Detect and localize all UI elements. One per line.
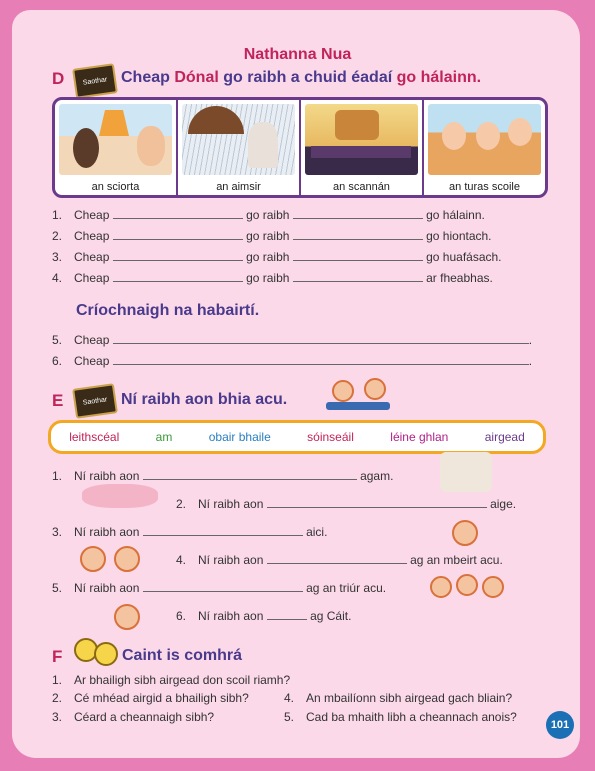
answer-blank[interactable] [113, 260, 243, 261]
child-image [442, 122, 466, 150]
section-f-heading: Caint is comhrá [122, 647, 243, 664]
answer-blank[interactable] [267, 507, 487, 508]
bees-talking-icon [72, 632, 118, 668]
answer-blank[interactable] [293, 281, 423, 282]
answer-blank[interactable] [143, 535, 303, 536]
word-bank-item: sóinseáil [307, 430, 354, 444]
man-image [248, 122, 278, 168]
section-e-letter: E [52, 391, 64, 410]
question-line: 4. An mbailíonn sibh airgead gach bliain? [284, 691, 513, 705]
question-line: 5. Cad ba mhaith libh a cheannach anois? [284, 710, 517, 724]
weather-scene-image [182, 104, 295, 175]
audience-image [311, 146, 411, 158]
exercise-line: 3. Ní raibh aon aici. [52, 525, 328, 539]
answer-blank[interactable] [267, 563, 407, 564]
word-bank-item: léine ghlan [390, 430, 449, 444]
word-bank-item: airgead [484, 430, 525, 444]
answer-blank[interactable] [113, 218, 243, 219]
picture-caption: an sciorta [91, 181, 140, 193]
trip-scene-image [428, 104, 541, 175]
exercise-line: 6. Cheap . [52, 354, 533, 368]
question-line: 2. Cé mhéad airgid a bhailigh sibh? [52, 691, 249, 705]
page-number: 101 [546, 711, 574, 739]
boy-image [137, 126, 165, 166]
answer-blank[interactable] [113, 281, 243, 282]
section-f-letter: F [52, 647, 63, 666]
question-line: 1. Ar bhailigh sibh airgead don scoil riamh? [52, 673, 291, 687]
picture-caption: an scannán [333, 181, 390, 193]
question-line: 3. Céard a cheannaigh sibh? [52, 710, 215, 724]
exercise-line: 5. Cheap . [52, 333, 533, 347]
word-bank-item: leithscéal [69, 430, 120, 444]
answer-blank[interactable] [113, 343, 529, 344]
answer-blank[interactable] [267, 619, 307, 620]
exercise-line: 2. Cheap go raibh go hiontach. [52, 229, 492, 243]
word-bank-item: am [155, 430, 173, 444]
cowboy-image [335, 110, 379, 140]
umbrella-image [188, 106, 244, 134]
girl-with-coins-image [104, 600, 148, 634]
picture-caption: an aimsir [216, 181, 261, 193]
girl-image [73, 128, 99, 168]
children-eating-image [326, 378, 390, 412]
picture-strip [52, 97, 548, 198]
child-image [476, 122, 500, 150]
answer-blank[interactable] [113, 239, 243, 240]
exercise-line: 5. Ní raibh aon ag an triúr acu. [52, 581, 387, 595]
word-bank-item: obair bhaile [208, 430, 271, 444]
exercise-line: 2. Ní raibh aon aige. [176, 497, 517, 511]
picture-school-trip [424, 100, 545, 195]
answer-blank[interactable] [113, 364, 529, 365]
hammock-image [82, 484, 158, 508]
picture-caption: an turas scoile [449, 181, 520, 193]
page-title: Nathanna Nua [243, 46, 352, 63]
exercise-line: 6. Ní raibh aon ag Cáit. [176, 609, 352, 623]
book-icon: Saothar [72, 63, 118, 99]
skirt-scene-image [59, 104, 172, 175]
answer-blank[interactable] [293, 239, 423, 240]
book-icon: Saothar [72, 383, 118, 419]
three-children-image [428, 570, 504, 614]
skirt-image [99, 110, 129, 136]
two-boys-image [76, 540, 140, 578]
girl-waving-image [436, 516, 490, 546]
picture-film [301, 100, 424, 195]
exercise-line: 4. Ní raibh aon ag an mbeirt acu. [176, 553, 503, 567]
answer-blank[interactable] [293, 260, 423, 261]
section-d-letter: D [52, 69, 65, 88]
child-image [508, 118, 532, 146]
section-d-heading: Cheap Dónal go raibh a chuid éadaí go hálainn. [121, 69, 482, 86]
exercise-line: 1. Ní raibh aon agam. [52, 469, 394, 483]
section-e-heading: Ní raibh aon bhia acu. [121, 391, 288, 408]
film-scene-image [305, 104, 418, 175]
answer-blank[interactable] [293, 218, 423, 219]
exercise-line: 1. Cheap go raibh go hálainn. [52, 208, 485, 222]
subheading: Críochnaigh na habairtí. [76, 302, 260, 319]
picture-skirt [55, 100, 178, 195]
picture-weather [178, 100, 301, 195]
exercise-line: 4. Cheap go raibh ar fheabhas. [52, 271, 493, 285]
exercise-line: 3. Cheap go raibh go huafásach. [52, 250, 502, 264]
word-bank [48, 420, 546, 454]
clothes-image [440, 452, 492, 492]
answer-blank[interactable] [143, 479, 357, 480]
answer-blank[interactable] [143, 591, 303, 592]
